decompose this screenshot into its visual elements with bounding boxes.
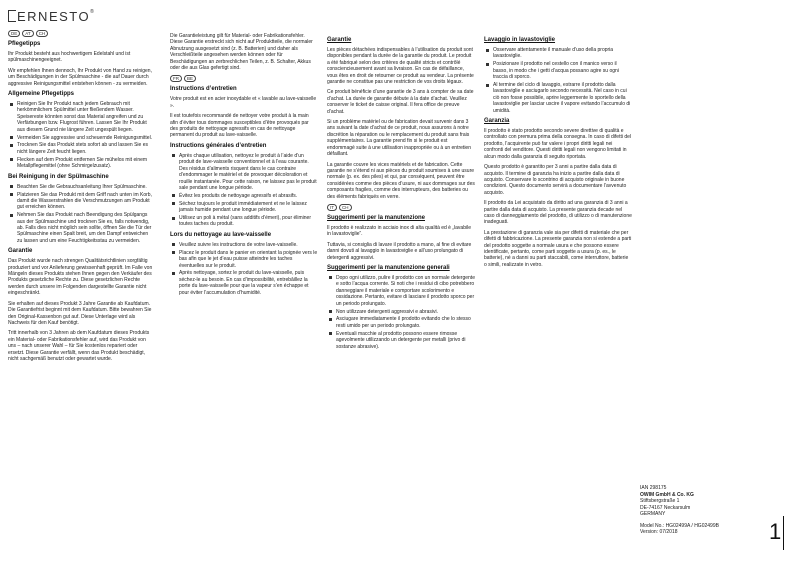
paragraph: Si un problème matériel ou de fabrication devait survenir dans 3 ans suivant la date d’achat de ce produit, nous assurons à notre discrétion la réparation ou le remplacement du produit sans frais supplémentaires. La garantie prend fin si le produit est endommagé suite à une utilisation inappropriée ou à un entretien défaillant. (327, 119, 471, 158)
flag-be: BE (184, 75, 196, 82)
heading-allgemeine-pflegetipps: Allgemeine Pflegetipps (8, 91, 75, 98)
country-flags-de (8, 30, 154, 37)
company-country: GERMANY (640, 511, 666, 517)
company-footer (640, 485, 719, 536)
company-name: OWIM GmbH & Co. KG (640, 491, 694, 498)
list-item: Beachten Sie die Gebrauchsanleitung Ihrer Spülmaschine. (8, 184, 154, 190)
column-german-french (170, 33, 318, 300)
heading-garantie: Garantie (8, 248, 33, 255)
list-item: Séchez toujours le produit immédiatement et ne le laissez jamais humide pendant une longue période. (170, 201, 318, 214)
column-french-italian (327, 33, 475, 354)
list-item: Al termine del ciclo di lavaggio, estrarre il prodotto dalla lavastoviglie e asciugarlo secondo necessità. Nel caso in cui ciò non fosse possibile, aprire leggermente lo sportello della lavastoviglie per lasciar uscire il vapore evitando l’accumulo di umidità. (484, 82, 632, 114)
company-street: Stiftsbergstraße 1 (640, 498, 680, 504)
paragraph: Les pièces détachées indispensables à l’utilisation du produit sont disponibles pendant la durée de la garantie du produit. Le produit a été fabriqué selon des critères de qualité stricts et contrôlé consciencieusement avant sa livraison. En cas de défaillance, vous êtes en droit de retourner ce produit au vendeur. La présente garantie ne constitue pas une restriction de vos droits légaux. (327, 47, 474, 86)
dishwasher-list (484, 47, 632, 114)
paragraph: Votre produit est en acier inoxydable et « lavable au lave-vaisselle ». (170, 96, 317, 109)
list-item: Évitez les produits de nettoyage agressifs et abrasifs. (170, 193, 318, 199)
model-number: Model No.: HG02499A / HG02499B (640, 522, 719, 529)
flag-ch: CH (36, 30, 49, 37)
paragraph: Tuttavia, si consiglia di lavare il prodotto a mano, al fine di evitare danni dovuti al lavaggio in lavastoviglie e all’uso prolungato di detergenti aggressivi. (327, 241, 472, 261)
list-item: Posizionare il prodotto nel cestello con il manico verso il basso, in modo che i getti d’acqua possano agire su ogni traccia di sporco. (484, 61, 632, 80)
paragraph: Ihr Produkt besteht aus hochwertigem Edelstahl und ist spülmaschinengeeignet. (8, 51, 131, 64)
paragraph: Il prodotto è realizzato in acciaio inox di alta qualità ed è „lavabile in lavastoviglie“. (327, 224, 471, 238)
paragraph: Das Produkt wurde nach strengen Qualitätsrichtlinien sorgfältig produziert und vor Anlieferung gewissenhaft geprüft. Im Falle von Mängeln dieses Produkts stehen Ihnen gegen den Verkäufer des Produkts gesetzliche Rechte zu. Diese gesetzlichen Rechte werden durch unsere im Folgenden dargestellte Garantie nicht eingeschränkt. (8, 258, 153, 297)
flag-at: AT (22, 30, 33, 37)
paragraph: Tritt innerhalb von 3 Jahren ab dem Kaufdatum dieses Produkts ein Material- oder Fabrikationsfehler auf, wird das Produkt von uns – nach unserer Wahl – für Sie kostenlos repariert oder ersetzt. Diese Garantie verfällt, wenn das Produkt beschädigt, nicht sachgemäß benutzt oder gewartet wurde. (8, 330, 150, 362)
flag-ch: CH (339, 204, 352, 211)
list-item: Osservare attentamente il manuale d’uso della propria lavastoviglie. (484, 47, 632, 60)
paragraph: Il est toutefois recommandé de nettoyer votre produit à la main afin d’éviter tous dommages susceptibles d’être provoqués par des produits de nettoyage agressifs en cas de nettoyage permanent du produit au lave-vaisselle. (170, 113, 309, 139)
brand-logo (8, 9, 95, 24)
list-item: Asciugare immediatamente il prodotto evitando che lo stesso resti umido per un periodo prolungato. (327, 316, 475, 329)
care-list (327, 275, 475, 350)
list-item: Après chaque utilisation, nettoyez le produit à l’aide d’un produit de lave-vaisselle conventionnel et à l’eau courante. Des résidus d’aliments risquent dans le cas contraire d’endommager le matériel et de provoquer décoloration et rouille instantanée. Pour cette raison, ne laissez pas le produit sale pendant une longue période. (170, 153, 318, 191)
list-item: Trocknen Sie das Produkt stets sofort ab und lassen Sie es nicht längere Zeit feucht liegen. (8, 142, 154, 155)
brand-name: ERNESTO (17, 9, 91, 24)
list-item: Utilisez un poli à métal (sans additifs d’émeri), pour éliminer toutes taches du produit. (170, 215, 318, 228)
page-number: 1 (769, 519, 782, 544)
list-item: Nehmen Sie das Produkt nach Beendigung des Spülgangs aus der Spülmaschine und trocknen Sie es, falls notwendig, ab. Falls dies nicht möglich sein sollte, öffnen Sie die Tür der Spülmaschine einen Spalt breit, um den Dampf entweichen zu lassen und um eine Feuchtigkeitsstau zu vermeiden. (8, 212, 154, 244)
column-italian (484, 33, 632, 272)
heading-instructions-generales: Instructions générales d’entretien (170, 142, 267, 149)
paragraph: La prestazione di garanzia vale sia per difetti di materiale che per difetti di fabbricazione. La presente garanzia non si estende a parti del prodotto soggette a normale usura e che possono essere identificate, pertanto, come parti soggette a usura (p. es., le batterie), né a danni su parti staccabili, come interruttore, batterie o simili, realizzate in vetro. (484, 229, 632, 268)
list-item: Reinigen Sie Ihr Produkt nach jedem Gebrauch mit herkömmlichem Spülmittel unter fließendem Wasser. Speisereste könnten sonst das Material angreifen und zu Verfärbungen bzw. Flugrost führen. Lassen Sie Ihr Produkt aus diesem Grund nie längere Zeit ungespült liegen. (8, 101, 154, 133)
company-city: DE-74167 Neckarsulm (640, 504, 691, 511)
heading-suggerimenti: Suggerimenti per la manutenzione (327, 214, 426, 221)
flag-de: DE (8, 30, 20, 37)
dishwasher-list (170, 242, 318, 296)
heading-garanzia: Garanzia (484, 118, 510, 125)
flag-fr: FR (170, 75, 182, 82)
version: Version: 07/2018 (640, 529, 678, 535)
country-flags-fr (170, 75, 318, 82)
page-number-divider (783, 516, 784, 550)
list-item: Flecken auf dem Produkt entfernen Sie mühelos mit einem Metallpflegemittel (ohne Schmirgelzusatz). (8, 157, 154, 170)
heading-lavaggio: Lavaggio in lavastoviglie (484, 37, 556, 43)
care-list (170, 153, 318, 228)
paragraph: Questo prodotto è garantito per 3 anni a partire dalla data di acquisto. Il termine di garanzia ha inizio a partire dalla data di acquisto. Conservare lo scontrino di acquisto originale in buone condizioni. Questo documento servirà a documentare l’avvenuto acquisto. (484, 164, 627, 196)
country-flags-it (327, 204, 475, 211)
heading-lave-vaisselle: Lors du nettoyage au lave-vaisselle (170, 231, 272, 238)
heading-pflegetipps: Pflegetipps (8, 41, 41, 47)
flag-it: IT (327, 204, 337, 211)
list-item: Après nettoyage, sortez le produit du lave-vaisselle, puis séchez-le au besoin. En cas d’impossibilité, entrebâillez la porte du lave-vaisselle pour que la vapeur s’en échappe et pour éviter l’accumulation d’humidité. (170, 270, 318, 296)
dishwasher-list (8, 184, 154, 245)
list-item: Vermeiden Sie aggressive und scheuernde Reinigungsmittel. (8, 135, 154, 141)
paragraph: Il prodotto da Lei acquistato da diritto ad una garanzia di 3 anni a partire dalla data di acquisto. La presente garanzia decade nel caso di danneggiamento del prodotto, di utilizzo o di manutenzione inadeguati. (484, 200, 632, 226)
list-item: Dopo ogni utilizzo, pulire il prodotto con un normale detergente e sotto l’acqua corrente. Si noti che i residui di cibo potrebbero danneggiare il materiale e comportare scolorimento e ossidazione. Pertanto, evitare di lasciare il prodotto sporco per un periodo prolungato. (327, 275, 475, 307)
list-item: Eventuali macchie al prodotto possono essere rimosse agevolmente utilizzando un detergente per metalli (privo di sostanze abrasive). (327, 331, 475, 350)
heading-spuelmaschine: Bei Reinigung in der Spülmaschine (8, 173, 109, 180)
heading-garantie-fr: Garantie (327, 37, 352, 43)
paragraph: Sie erhalten auf dieses Produkt 3 Jahre Garantie ab Kaufdatum. Die Garantiefrist beginnt mit dem Kaufdatum. Bitte bewahren Sie den Original-Kassenbon gut auf. Diese Unterlage wird als Nachweis für den Kauf benötigt. (8, 300, 152, 326)
list-item: Non utilizzare detergenti aggressivi e abrasivi. (327, 309, 475, 315)
paragraph: La garantie couvre les vices matériels et de fabrication. Cette garantie ne s’étend ni aux pièces du produit soumises à une usure normale (p. ex. des piles) et qui, par conséquent, peuvent être considérées comme des pièces d’usure, ni aux dommages sur des composants fragiles, comme des interrupteurs, des batteries ou des éléments fabriqués en verre. (327, 161, 475, 200)
column-german (8, 28, 154, 366)
paragraph: Ce produit bénéficie d’une garantie de 3 ans à compter de sa date d’achat. La durée de garantie débute à la date d’achat. Veuillez conserver le ticket de caisse original. Il fera office de preuve d’achat. (327, 89, 474, 115)
list-item: Placez le produit dans le panier en orientant la poignée vers le bas afin que le jet d’eau puisse atteindre les taches éventuelles sur le produit. (170, 250, 318, 269)
logo-mark-icon (8, 10, 16, 22)
heading-suggerimenti-generali: Suggerimenti per la manutenzione generali (327, 264, 450, 271)
brand-registered-mark: ® (90, 9, 96, 15)
list-item: Veuillez suivre les instructions de votre lave-vaisselle. (170, 242, 318, 248)
paragraph: Wir empfehlen Ihnen dennoch, Ihr Produkt von Hand zu reinigen, um Beschädigungen in der Spülmaschine - die auf Dauer durch aggressive Reinigungsmittel entstehen können - zu vermeiden. (8, 67, 152, 87)
paragraph: Die Garantieleistung gilt für Material- oder Fabrikationsfehler. Diese Garantie erstreckt sich nicht auf Produktteile, die normaler Abnutzung ausgesetzt sind (z. B. Batterien) und daher als Verschleißteile angesehen werden können oder für Beschädigungen an zerbrechlichen Teilen, z. B. Schalter, Akkus oder die aus Glas gefertigt sind. (170, 33, 313, 72)
ian-number: IAN 298175 (640, 485, 667, 491)
paragraph: Il prodotto è stato prodotto secondo severe direttive di qualità e controllato con premura prima della consegna. In caso di difetti del prodotto, l’acquirente può far valere i propri diritti legali nei confronti del venditore. Questi diritti legali non vengono limitati in alcun modo dalla garanzia di seguito riportata. (484, 128, 632, 160)
heading-instructions-entretien: Instructions d’entretien (170, 86, 237, 93)
list-item: Platzieren Sie das Produkt mit dem Griff nach unten im Korb, damit die Wasserstrahlen die Verschmutzungen am Produkt gut erreichen können. (8, 192, 154, 211)
care-list (8, 101, 154, 170)
